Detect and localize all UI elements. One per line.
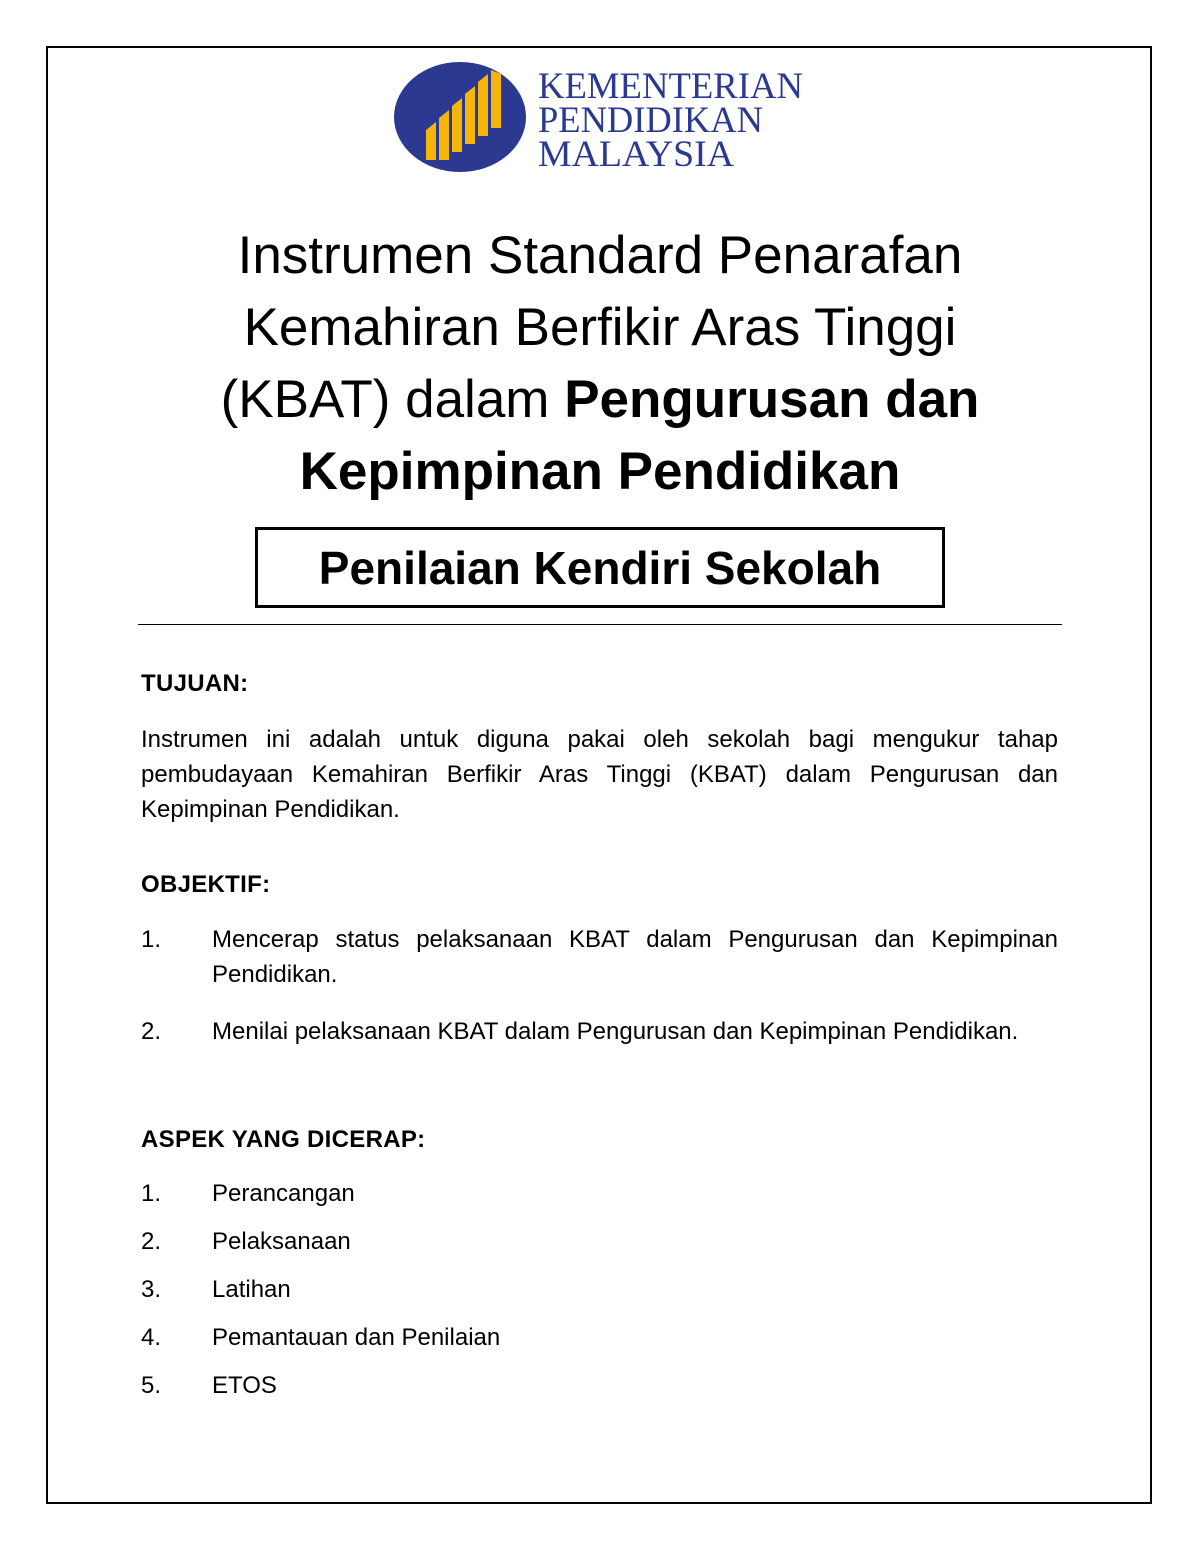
subtitle-box: Penilaian Kendiri Sekolah [255,527,945,608]
objektif-item [141,922,1058,992]
objektif-heading: OBJEKTIF: [141,871,271,898]
aspek-item [141,1368,1058,1403]
aspek-item [141,1176,1058,1211]
list-number: 2. [141,1228,162,1255]
logo-line-pendidikan: PENDIDIKAN [538,100,763,141]
list-number: 3. [141,1276,162,1303]
title-line-3 [100,364,1100,436]
objektif-item [141,1014,1058,1049]
list-number: 2. [141,1018,162,1045]
list-text: Pemantauan dan Penilaian [212,1324,501,1351]
logo-line-malaysia: MALAYSIA [538,134,735,175]
title-line-1: Instrumen Standard Penarafan [237,226,963,285]
tujuan-heading: TUJUAN: [141,670,249,697]
list-text: ETOS [212,1372,277,1399]
divider [138,624,1062,625]
list-text: Mencerap status pelaksanaan KBAT dalam Pengurusan dan Kepimpinan Pendidikan. [212,926,1058,988]
aspek-heading: ASPEK YANG DICERAP: [141,1126,426,1153]
list-text: Perancangan [212,1180,355,1207]
list-number: 4. [141,1324,162,1351]
list-number: 1. [141,1180,162,1207]
logo-line-kementerian: KEMENTERIAN [538,66,803,107]
aspek-item [141,1272,1058,1307]
title-line-4-bold: Kepimpinan Pendidikan [299,442,901,501]
aspek-item [141,1224,1058,1259]
aspek-item [141,1320,1058,1355]
list-number: 1. [141,926,162,953]
title-line-2: Kemahiran Berfikir Aras Tinggi [243,298,957,357]
list-number: 5. [141,1372,162,1399]
title-line-3-bold: Pengurusan dan [564,370,980,429]
title-line-3-normal: (KBAT) dalam [220,370,565,429]
tujuan-paragraph: Instrumen ini adalah untuk diguna pakai oleh sekolah bagi mengukur tahap pembudayaan Kemahiran Berfikir Aras Tinggi (KBAT) dalam Pengurusan dan Kepimpinan Pendidikan. [141,726,1058,823]
list-text: Latihan [212,1276,291,1303]
kpm-logo [394,60,814,175]
list-text: Menilai pelaksanaan KBAT dalam Pengurusan dan Kepimpinan Pendidikan. [212,1018,1019,1045]
list-text: Pelaksanaan [212,1228,351,1255]
title-line-4 [100,436,1100,508]
document-title [100,220,1100,508]
